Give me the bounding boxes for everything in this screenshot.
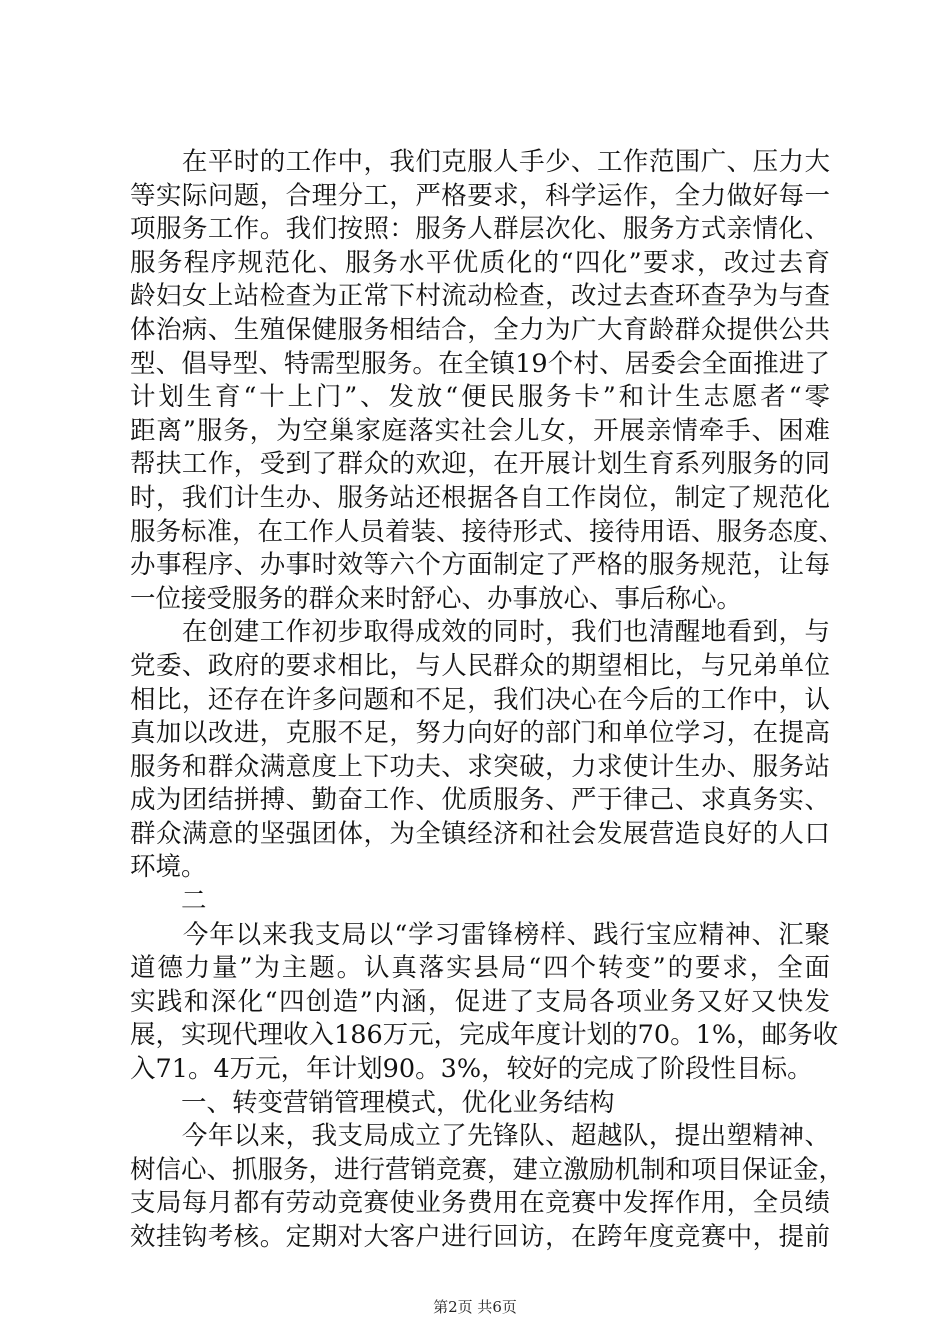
text-line: 时，我们计生办、服务站还根据各自工作岗位，制定了规范化 bbox=[130, 482, 830, 513]
paragraph-p2 bbox=[130, 616, 830, 885]
text-line: 入71。4万元，年计划90。3%，较好的完成了阶段性目标。 bbox=[130, 1054, 813, 1085]
text-line: 服务程序规范化、服务水平优质化的“四化”要求，改过去育 bbox=[130, 247, 830, 278]
paragraph-p5 bbox=[130, 1087, 830, 1121]
paragraph-p6 bbox=[130, 1120, 845, 1254]
text-line: 体治病、生殖保健服务相结合，全力为广大育龄群众提供公共 bbox=[130, 314, 830, 345]
text-line: 型、倡导型、特需型服务。在全镇19个村、居委会全面推进了 bbox=[130, 348, 830, 379]
text-line: 效挂钩考核。定期对大客户进行回访，在跨年度竞赛中，提前 bbox=[130, 1222, 830, 1252]
text-line: 距离”服务，为空巢家庭落实社会儿女，开展亲情牵手、困难 bbox=[130, 415, 830, 446]
text-line: 龄妇女上站检查为正常下村流动检查，改过去查环查孕为与查 bbox=[130, 281, 830, 312]
text-line: 在创建工作初步取得成效的同时，我们也清醒地看到，与 bbox=[130, 617, 830, 648]
text-line: 成为团结拼搏、勤奋工作、优质服务、严于律己、求真务实、 bbox=[130, 785, 830, 816]
text-line: 相比，还存在许多问题和不足，我们决心在今后的工作中，认 bbox=[130, 684, 830, 715]
text-line: 帮扶工作，受到了群众的欢迎，在开展计划生育系列服务的同 bbox=[130, 449, 830, 480]
text-line: 在平时的工作中，我们克服人手少、工作范围广、压力大 bbox=[130, 147, 830, 177]
text-line: 支局每月都有劳动竞赛使业务费用在竞赛中发挥作用，全员绩 bbox=[130, 1188, 830, 1219]
paragraph-p1 bbox=[130, 146, 845, 616]
text-line: 计划生育“十上门”、发放“便民服务卡”和计生志愿者“零 bbox=[130, 382, 830, 413]
text-line: 一位接受服务的群众来时舒心、办事放心、事后称心。 bbox=[130, 583, 743, 614]
page-footer bbox=[0, 1297, 950, 1317]
text-line: 群众满意的坚强团体，为全镇经济和社会发展营造良好的人口 bbox=[130, 818, 830, 849]
text-line: 等实际问题，合理分工，严格要求，科学运作，全力做好每一 bbox=[130, 180, 830, 211]
text-line: 道德力量”为主题。认真落实县局“四个转变”的要求，全面 bbox=[130, 953, 830, 984]
text-line: 环境。 bbox=[130, 852, 207, 883]
text-line: 项服务工作。我们按照：服务人群层次化、服务方式亲情化、 bbox=[130, 214, 830, 245]
text-line: 服务和群众满意度上下功夫、求突破，力求使计生办、服务站 bbox=[130, 751, 830, 782]
text-line: 办事程序、办事时效等六个方面制定了严格的服务规范，让每 bbox=[130, 550, 830, 581]
text-line: 党委、政府的要求相比，与人民群众的期望相比，与兄弟单位 bbox=[130, 650, 830, 681]
text-line: 真加以改进，克服不足，努力向好的部门和单位学习，在提高 bbox=[130, 718, 830, 749]
document-body bbox=[130, 146, 845, 1255]
paragraph-p3 bbox=[130, 885, 830, 919]
text-line: 服务标准，在工作人员着装、接待形式、接待用语、服务态度、 bbox=[130, 516, 845, 547]
text-line: 今年以来我支局以“学习雷锋榜样、践行宝应精神、汇聚 bbox=[130, 919, 830, 950]
paragraph-p4 bbox=[130, 919, 839, 1087]
text-line: 一、转变营销管理模式，优化业务结构 bbox=[130, 1087, 615, 1118]
page-number-label: 第2页 共6页 bbox=[433, 1298, 517, 1316]
text-line: 展，实现代理收入186万元，完成年度计划的70。1%，邮务收 bbox=[130, 1020, 839, 1051]
text-line: 今年以来，我支局成立了先锋队、超越队，提出塑精神、 bbox=[130, 1121, 830, 1152]
text-line: 树信心、抓服务，进行营销竞赛，建立激励机制和项目保证金， bbox=[130, 1154, 845, 1185]
text-line: 实践和深化“四创造”内涵，促进了支局各项业务又好又快发 bbox=[130, 986, 830, 1017]
text-line: 二 bbox=[130, 886, 207, 917]
